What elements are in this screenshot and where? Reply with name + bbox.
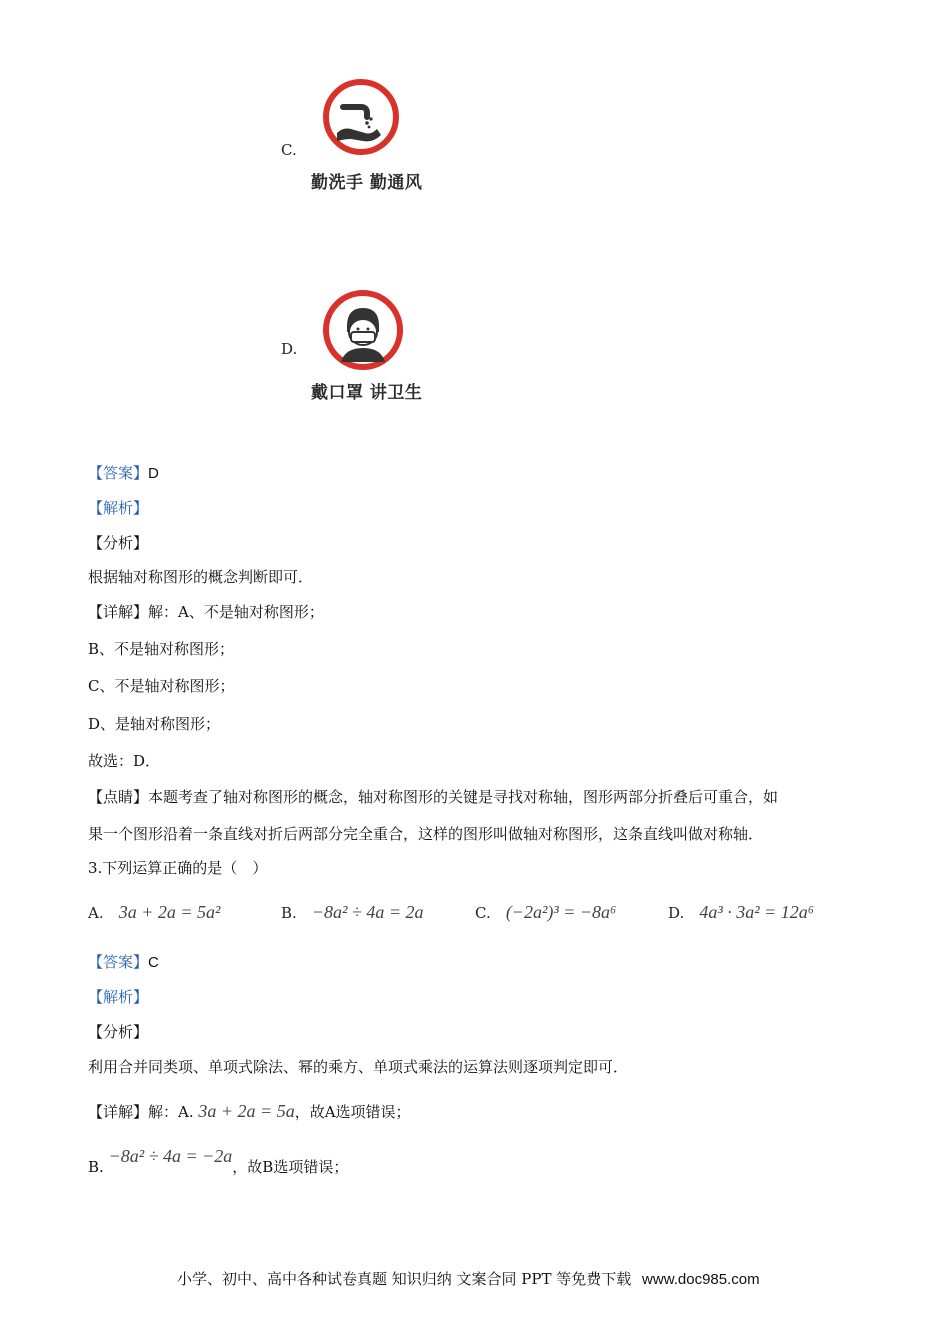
q2-line-c: C、不是轴对称图形； — [88, 677, 235, 695]
xiangjie-suffix: ，故A选项错误； — [294, 1103, 411, 1121]
xiangjie-prefix: 解：A. — [148, 1103, 194, 1121]
option-letter: A. — [88, 904, 104, 922]
q2-guxuan: 故选：D． — [88, 752, 161, 770]
answer-value: D — [148, 465, 159, 482]
option-d-caption: 戴口罩 讲卫生 — [311, 383, 423, 403]
answer-tag: 【答案】 — [88, 953, 149, 971]
q2-fenxi-tag: 【分析】 — [88, 534, 149, 552]
option-c-caption: 勤洗手 勤通风 — [311, 173, 423, 193]
hand-washing-icon — [321, 77, 401, 157]
option-expr: 4a³ · 3a² = 12a⁶ — [699, 902, 815, 922]
q3-line-b — [88, 1146, 349, 1178]
q2-xiangjie — [88, 601, 324, 623]
q3-stem: 3.下列运算正确的是（ ） — [88, 859, 268, 877]
q2-dianjing-2: 果一个图形沿着一条直线对折后两部分完全重合，这样的图形叫做轴对称图形，这条直线叫做对称轴． — [88, 825, 764, 843]
q3-xiangjie — [88, 1100, 411, 1123]
answer-tag: 【答案】 — [88, 464, 149, 482]
footer-url[interactable]: www.doc985.com — [642, 1271, 760, 1288]
q3-jiexi-tag: 【解析】 — [88, 988, 149, 1006]
footer-text: 小学、初中、高中各种试卷真题 知识归纳 文案合同 PPT 等免费下载 — [177, 1270, 632, 1288]
q3-option-d — [668, 902, 814, 923]
q3-option-b — [281, 902, 423, 923]
xiangjie-tag: 【详解】 — [88, 1103, 149, 1121]
mask-person-icon — [321, 288, 405, 372]
q2-line-d: D、是轴对称图形； — [88, 715, 221, 733]
q2-dianjing-1 — [88, 786, 778, 808]
q2-fenxi-text: 根据轴对称图形的概念判断即可． — [88, 568, 314, 586]
answer-value: C — [148, 954, 159, 971]
dianjing-tag: 【点睛】 — [88, 788, 149, 806]
q2-answer — [88, 462, 159, 485]
xiangjie-text: 解：A、不是轴对称图形； — [148, 603, 324, 621]
line-b-prefix: B. — [88, 1158, 104, 1176]
q3-fenxi-text: 利用合并同类项、单项式除法、幂的乘方、单项式乘法的运算法则逐项判定即可． — [88, 1058, 629, 1076]
q3-answer — [88, 951, 159, 974]
line-b-expr: −8a² ÷ 4a = −2a — [108, 1146, 233, 1166]
q3-option-a — [88, 902, 220, 923]
option-d-letter: D. — [281, 340, 298, 358]
q2-line-b: B、不是轴对称图形； — [88, 640, 235, 658]
page-footer — [177, 1268, 760, 1289]
option-letter: C. — [475, 904, 491, 922]
q2-jiexi-tag: 【解析】 — [88, 499, 149, 517]
option-c-letter: C. — [281, 141, 297, 159]
xiangjie-expr: 3a + 2a = 5a — [198, 1101, 295, 1121]
xiangjie-tag: 【详解】 — [88, 603, 149, 621]
option-expr: −8a² ÷ 4a = 2a — [311, 902, 424, 922]
option-letter: B. — [281, 904, 297, 922]
q3-fenxi-tag: 【分析】 — [88, 1023, 149, 1041]
dianjing-line1: 本题考查了轴对称图形的概念，轴对称图形的关键是寻找对称轴，图形两部分折叠后可重合，如 — [148, 788, 779, 806]
option-letter: D. — [668, 904, 685, 922]
q3-option-c — [475, 902, 616, 923]
option-expr: (−2a²)³ = −8a⁶ — [505, 902, 617, 922]
option-expr: 3a + 2a = 5a² — [118, 902, 221, 922]
line-b-suffix: ，故B选项错误； — [232, 1158, 349, 1176]
